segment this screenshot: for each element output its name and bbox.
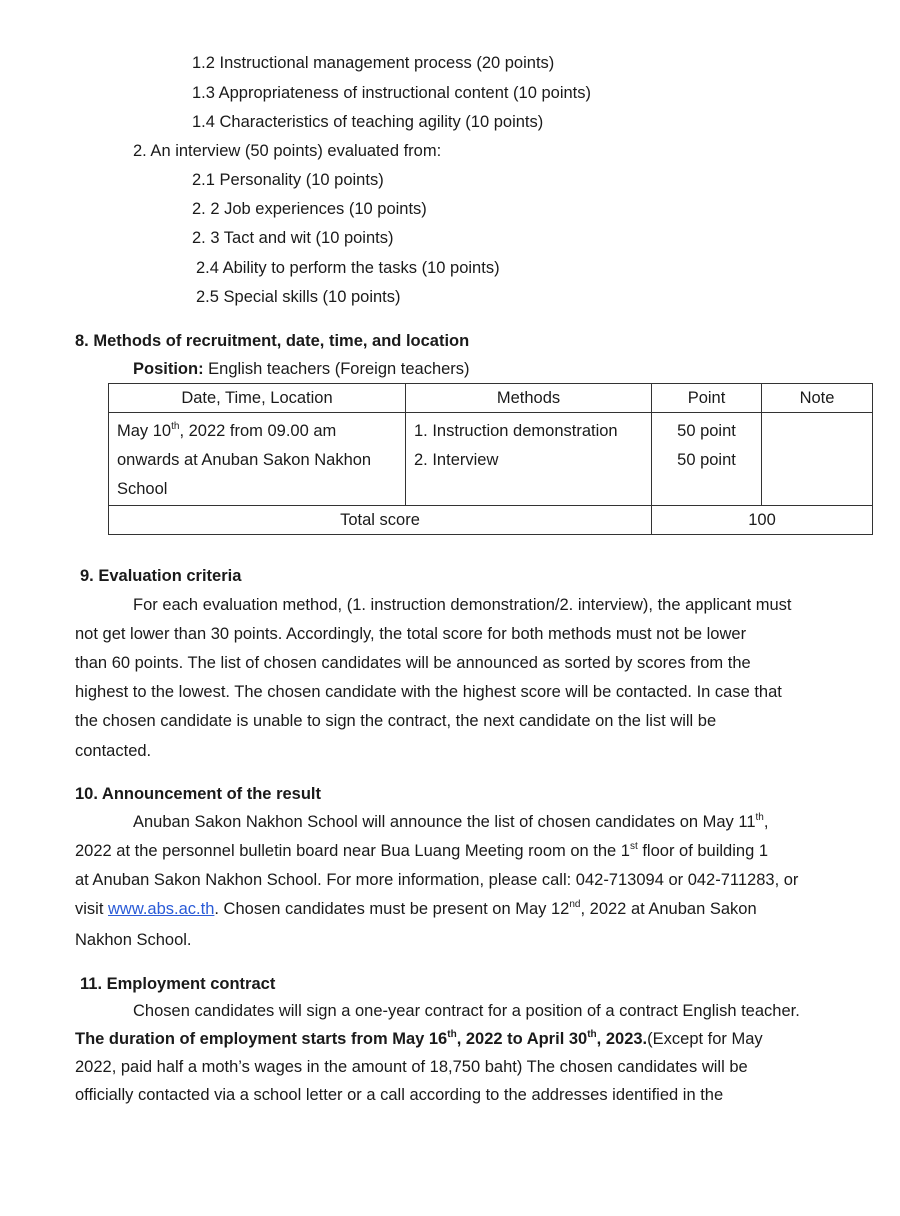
paragraph-line: Chosen candidates will sign a one-year contract for a position of a contract English teacher. <box>133 1002 800 1020</box>
methods-cell <box>406 413 652 506</box>
text: floor of building 1 <box>637 842 769 860</box>
text: Anuban Sakon Nakhon School will announce the list of chosen candidates on May 11 <box>133 813 756 831</box>
criteria-item: 1.2 Instructional management process (20 points) <box>192 54 555 72</box>
paragraph-line: officially contacted via a school letter or a call according to the addresses identified in the <box>75 1086 724 1104</box>
recruitment-table <box>108 383 873 535</box>
position-label: Position: <box>133 360 204 378</box>
position-line <box>133 358 470 380</box>
text: . Chosen candidates must be present on May 12 <box>214 900 570 918</box>
section-11-heading: 11. Employment contract <box>80 975 276 993</box>
paragraph-line: highest to the lowest. The chosen candidate with the highest score will be contacted. In case that <box>75 683 782 701</box>
sup: st <box>629 840 638 852</box>
paragraph-line: at Anuban Sakon Nakhon School. For more information, please call: 042-713094 or 042-711283, or <box>75 871 799 889</box>
paragraph-line: not get lower than 30 points. Accordingly, the total score for both methods must not be lower <box>75 625 747 643</box>
paragraph-line: contacted. <box>75 742 152 760</box>
point-value: 50 point <box>677 422 736 440</box>
method-item: 2. Interview <box>414 451 499 469</box>
bold-text: The duration of employment starts from May 16 <box>75 1030 448 1048</box>
bold-text: , 2022 to April 30 <box>456 1030 588 1048</box>
interview-item: 2.4 Ability to perform the tasks (10 points) <box>196 259 500 277</box>
paragraph-line: 2022, paid half a moth’s wages in the amount of 18,750 baht) The chosen candidates will be <box>75 1058 748 1076</box>
table-row <box>109 413 873 506</box>
position-value: English teachers (Foreign teachers) <box>203 360 470 378</box>
location-text: onwards at Anuban Sakon Nakhon <box>117 451 372 469</box>
website-link[interactable]: www.abs.ac.th <box>108 900 215 918</box>
interview-heading: 2. An interview (50 points) evaluated from: <box>133 142 442 160</box>
table-header-note: Note <box>762 384 873 413</box>
text: 2022 at the personnel bulletin board near Bua Luang Meeting room on the 1 <box>75 842 630 860</box>
text: (Except for May <box>647 1030 763 1048</box>
paragraph-line <box>75 898 757 920</box>
total-value: 100 <box>652 506 873 535</box>
text: , <box>763 813 769 831</box>
paragraph-line: the chosen candidate is unable to sign the contract, the next candidate on the list will be <box>75 712 717 730</box>
table-header-point: Point <box>652 384 762 413</box>
paragraph-line: than 60 points. The list of chosen candidates will be announced as sorted by scores from the <box>75 654 751 672</box>
location-text-2: School <box>117 480 168 498</box>
interview-item: 2.1 Personality (10 points) <box>192 171 384 189</box>
points-cell <box>652 413 762 506</box>
sup: th <box>755 811 764 823</box>
section-8-heading: 8. Methods of recruitment, date, time, and location <box>75 332 470 350</box>
sup: nd <box>569 898 581 910</box>
section-10-heading: 10. Announcement of the result <box>75 785 322 803</box>
interview-item: 2. 2 Job experiences (10 points) <box>192 200 427 218</box>
date-sup: th <box>171 420 180 432</box>
paragraph-line <box>75 840 768 862</box>
text: visit <box>75 900 108 918</box>
note-cell <box>762 413 873 506</box>
date-text-rest: , 2022 from 09.00 am <box>179 422 337 440</box>
text: , 2022 at Anuban Sakon <box>580 900 757 918</box>
criteria-item: 1.3 Appropriateness of instructional content (10 points) <box>192 84 591 102</box>
point-value: 50 point <box>677 451 736 469</box>
paragraph-line: Nakhon School. <box>75 931 192 949</box>
date-text: May 10 <box>117 422 172 440</box>
total-row <box>109 506 873 535</box>
criteria-item: 1.4 Characteristics of teaching agility (10 points) <box>192 113 544 131</box>
table-header-date: Date, Time, Location <box>109 384 406 413</box>
bold-text: , 2023. <box>596 1030 648 1048</box>
method-item: 1. Instruction demonstration <box>414 422 618 440</box>
total-label: Total score <box>109 506 652 535</box>
table-header-methods: Methods <box>406 384 652 413</box>
sup: th <box>447 1028 457 1040</box>
paragraph-line <box>75 1028 763 1050</box>
date-cell <box>109 413 406 506</box>
section-9-heading: 9. Evaluation criteria <box>80 567 242 585</box>
sup: th <box>587 1028 597 1040</box>
paragraph-line: For each evaluation method, (1. instruction demonstration/2. interview), the applicant must <box>133 596 792 614</box>
paragraph-line <box>133 811 768 833</box>
interview-item: 2.5 Special skills (10 points) <box>196 288 401 306</box>
interview-item: 2. 3 Tact and wit (10 points) <box>192 229 394 247</box>
